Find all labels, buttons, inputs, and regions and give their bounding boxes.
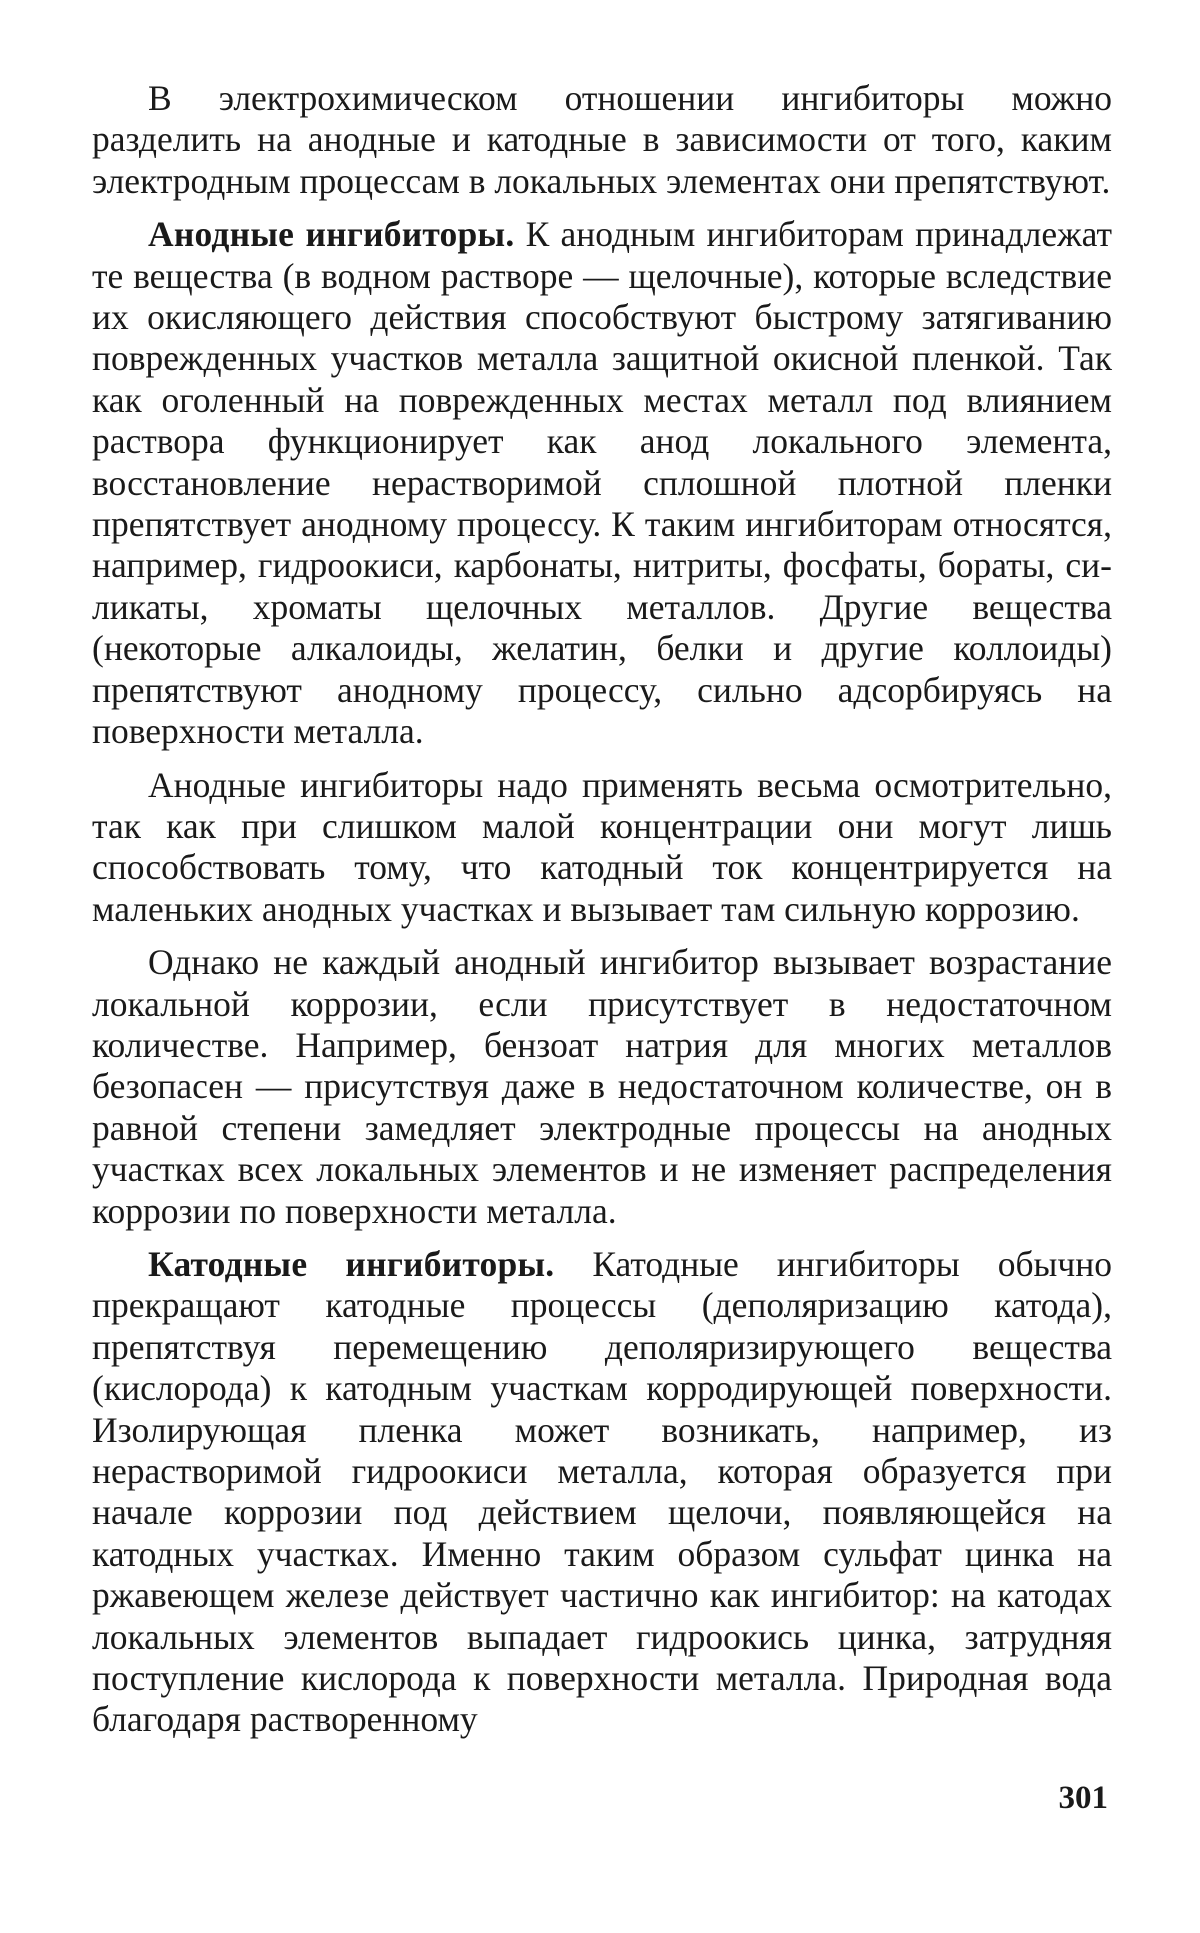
page-body [92, 78, 1112, 1753]
paragraph-cathodic-inhibitors [92, 1244, 1112, 1741]
paragraph-cathodic-inhibitors-text: Катодные ингибиторы обычно прекращают катодные процессы (деполяризацию катода), препятствуя перемещению деполяризирующего вещества (кислорода) к катодным участкам корродирующей поверхности. Изолирующая пленка может возникать, например, из нерастворимой гидроокиси металла, которая образуется при начале коррозии под действием щелочи, появляющейся на катодных участках. Именно таким образом сульфат цинка на ржавеющем железе действует частично как ингибитор: на катодах локальных элементов выпадает гидроокись цинка, затрудняя поступление кислорода к поверхности металла. Природная вода благодаря растворенному [92, 1243, 1112, 1740]
paragraph-intro [92, 78, 1112, 202]
paragraph-anodic-inhibitors [92, 214, 1112, 752]
paragraph-benzoate-example [92, 942, 1112, 1232]
paragraph-benzoate-example-text: Однако не каждый анодный ингибитор вызывает возрастание локальной коррозии, если присутствует в недостаточном количестве. Например, бензоат натрия для многих металлов безопасен — присутствуя даже в недостаточном количестве, он в равной степени замедляет электродные процессы на анодных участках всех локальных элементов и не изменяет распределения коррозии по поверхности металла. [92, 942, 1112, 1231]
paragraph-anodic-caution-text: Анодные ингибиторы надо применять весьма осмотрительно, так как при слишком малой концентрации они могут лишь способствовать тому, что катодный ток концентрируется на маленьких анодных участках и вызывает там сильную коррозию. [92, 764, 1112, 929]
heading-anodic-inhibitors: Анодные ингибиторы. [148, 214, 515, 255]
paragraph-anodic-inhibitors-text: К анодным ингибиторам принадлежат те вещества (в водном растворе — щелочные), которые вследствие их окисляющего действия способствуют быстрому затягиванию поврежденных участков металла защитной окисной пленкой. Так как оголенный на поврежденных местах металл под влиянием раствора функционирует как анод локального элемента, восстановление нерастворимой сплошной плотной пленки препятствует анодному процессу. К таким ингибиторам относятся, например, гидроокиси, карбонаты, нитриты, фосфаты, бораты, силикаты, хроматы щелочных металлов. Другие вещества (некоторые алкалоиды, желатин, белки и другие коллоиды) препятствуют анодному процессу, сильно адсорбируясь на поверхности металла. [92, 214, 1112, 752]
paragraph-intro-text: В электрохимическом отношении ингибиторы можно разделить на анодные и катодные в зависимости от того, каким электродным процессам в локальных элементах они препятствуют. [92, 78, 1112, 201]
heading-cathodic-inhibitors: Катодные ингибиторы. [148, 1243, 555, 1284]
paragraph-anodic-caution [92, 765, 1112, 931]
page-number: 301 [1058, 1780, 1108, 1816]
